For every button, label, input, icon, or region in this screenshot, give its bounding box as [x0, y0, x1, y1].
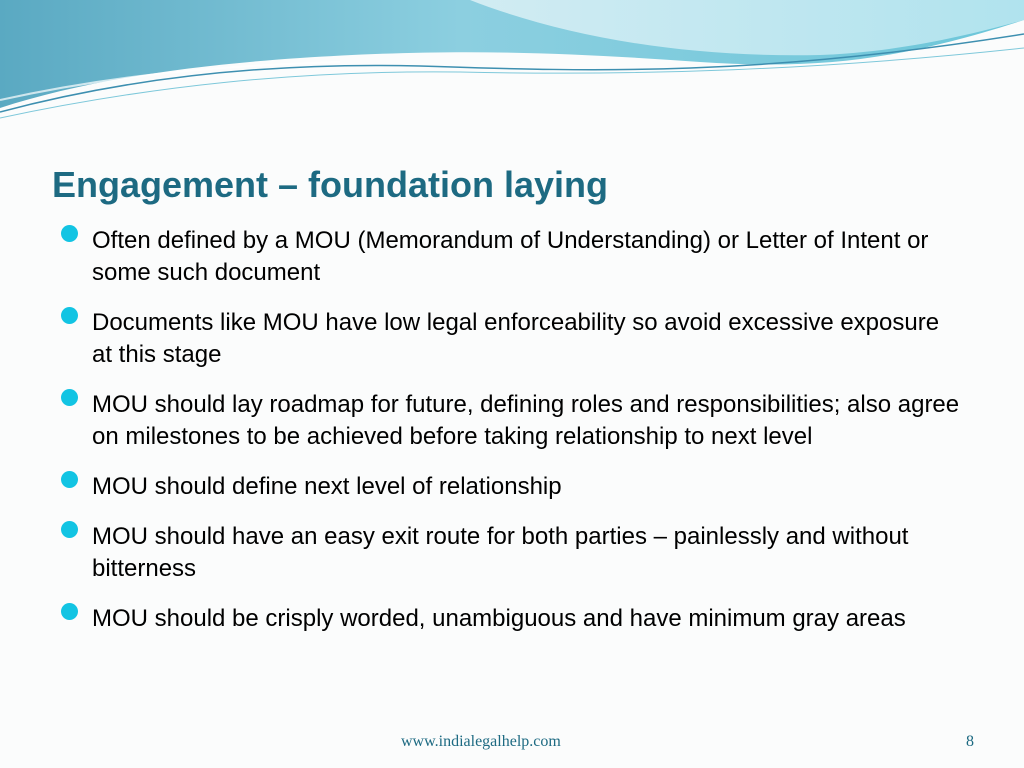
slide-title: Engagement – foundation laying [52, 164, 609, 205]
bullet-dot-icon [61, 521, 78, 538]
bullet-text: Often defined by a MOU (Memorandum of Understanding) or Letter of Intent or some such document [92, 227, 929, 286]
bullet-dot-icon [61, 471, 78, 488]
bullet-dot-icon [61, 225, 78, 242]
bullet-item [60, 307, 960, 371]
bullet-item [60, 521, 960, 585]
bullet-dot-icon [61, 307, 78, 324]
bullet-item [60, 389, 960, 453]
bullet-item [60, 225, 960, 289]
bullet-list [60, 225, 960, 653]
bullet-text: MOU should define next level of relationship [92, 473, 562, 500]
footer-url: www.indialegalhelp.com [401, 733, 561, 750]
bullet-item [60, 471, 960, 503]
bullet-text: MOU should be crisply worded, unambiguous and have minimum gray areas [92, 605, 906, 632]
bullet-text: MOU should lay roadmap for future, defining roles and responsibilities; also agree on milestones to be achieved before taking relationship to next level [92, 391, 960, 450]
header-wave-decoration [0, 0, 1024, 130]
bullet-dot-icon [61, 389, 78, 406]
page-number: 8 [966, 733, 974, 750]
bullet-text: MOU should have an easy exit route for both parties – painlessly and without bitterness [92, 523, 909, 582]
bullet-text: Documents like MOU have low legal enforceability so avoid excessive exposure at this stage [92, 309, 940, 368]
bullet-dot-icon [61, 603, 78, 620]
bullet-item [60, 603, 960, 635]
